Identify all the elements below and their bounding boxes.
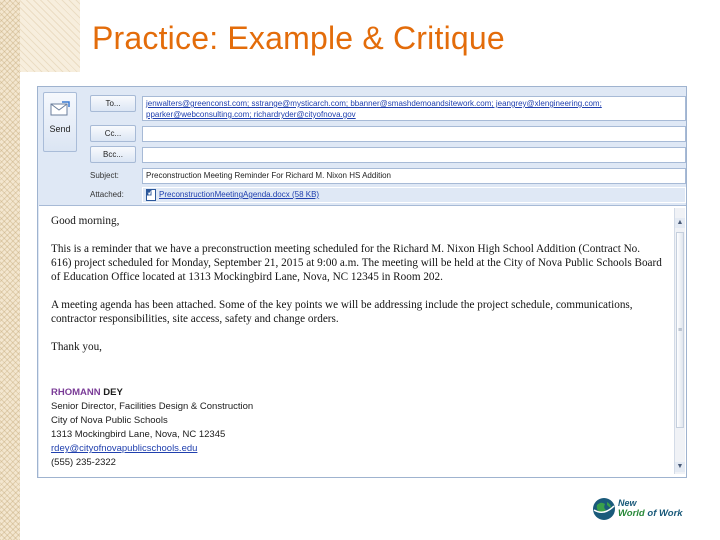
- attached-label: Attached:: [90, 190, 124, 199]
- globe-logo-icon: [592, 496, 616, 522]
- closing: Thank you,: [51, 341, 102, 353]
- logo-line-2-of-work: of Work: [644, 508, 683, 519]
- decorative-pattern-left: [0, 0, 20, 540]
- signature-block: [51, 386, 253, 470]
- subject-field[interactable]: Preconstruction Meeting Reminder For Richard M. Nixon HS Addition: [142, 168, 686, 184]
- signature-address: 1313 Mockingbird Lane, Nova, NC 12345: [51, 429, 226, 440]
- logo-line-1: New: [618, 498, 637, 508]
- message-body: [51, 214, 663, 368]
- greeting: Good morning,: [51, 215, 120, 227]
- logo-line-2: [618, 508, 683, 519]
- message-body-pane[interactable]: [39, 205, 686, 477]
- cc-field[interactable]: [142, 126, 686, 142]
- email-compose-window: [37, 86, 687, 478]
- logo-line-2-world: World: [618, 508, 645, 519]
- attachment-link[interactable]: PreconstructionMeetingAgenda.docx (58 KB): [159, 190, 320, 199]
- bcc-button[interactable]: Bcc...: [90, 146, 136, 163]
- attachment-doc-icon: [146, 189, 156, 201]
- send-button[interactable]: [43, 92, 77, 152]
- signature-phone: (555) 235-2322: [51, 457, 116, 468]
- signature-name: [51, 386, 253, 400]
- vertical-scrollbar[interactable]: [674, 208, 685, 474]
- scrollbar-thumb[interactable]: [676, 232, 684, 428]
- cc-button[interactable]: Cc...: [90, 125, 136, 142]
- signature-first-name: RHOMANN: [51, 387, 101, 398]
- scroll-up-icon[interactable]: ▲: [676, 219, 684, 226]
- subject-label: Subject:: [90, 171, 119, 180]
- body-paragraph-1: This is a reminder that we have a preconstruction meeting scheduled for the Richard M. Nixon High School Addition (Contract No. 616) project scheduled for Monday, September 21, 2015 at 9:00 a.m. The meeting will be held at the City of Nova Public Schools Board of Education Office located at 1313 Mockingbird Lane, Nova, NC 12345 in Room 202.: [51, 243, 662, 283]
- send-icon: [50, 101, 70, 117]
- signature-title: Senior Director, Facilities Design & Construction: [51, 401, 254, 412]
- slide-title: Practice: Example & Critique: [92, 20, 505, 56]
- bcc-field[interactable]: [142, 147, 686, 163]
- to-recipients-line2: pparker@webconsulting.com; richardryder@cityofnova.gov: [146, 110, 356, 119]
- to-field[interactable]: [142, 96, 686, 121]
- decorative-pattern-top: [20, 0, 80, 72]
- body-paragraph-2: A meeting agenda has been attached. Some of the key points we will be addressing include the project schedule, communications, contractor responsibilities, site access, safety and change orders.: [51, 299, 633, 325]
- signature-org: City of Nova Public Schools: [51, 415, 168, 426]
- scrollbar-grip-icon: ≡: [678, 327, 683, 334]
- signature-last-name: DEY: [103, 387, 123, 398]
- send-label: Send: [49, 124, 71, 134]
- to-recipients-line1: jenwalters@greenconst.com; sstrange@mysticarch.com; bbanner@smashdemoandsitework.com; jeangrey@xlengineering.com;: [146, 99, 602, 108]
- to-button[interactable]: To...: [90, 95, 136, 112]
- attachments-field: [142, 187, 686, 203]
- scroll-down-icon[interactable]: ▼: [676, 463, 684, 470]
- new-world-of-work-logo: [592, 496, 692, 526]
- signature-email-link[interactable]: rdey@cityofnovapublicschools.edu: [51, 443, 198, 454]
